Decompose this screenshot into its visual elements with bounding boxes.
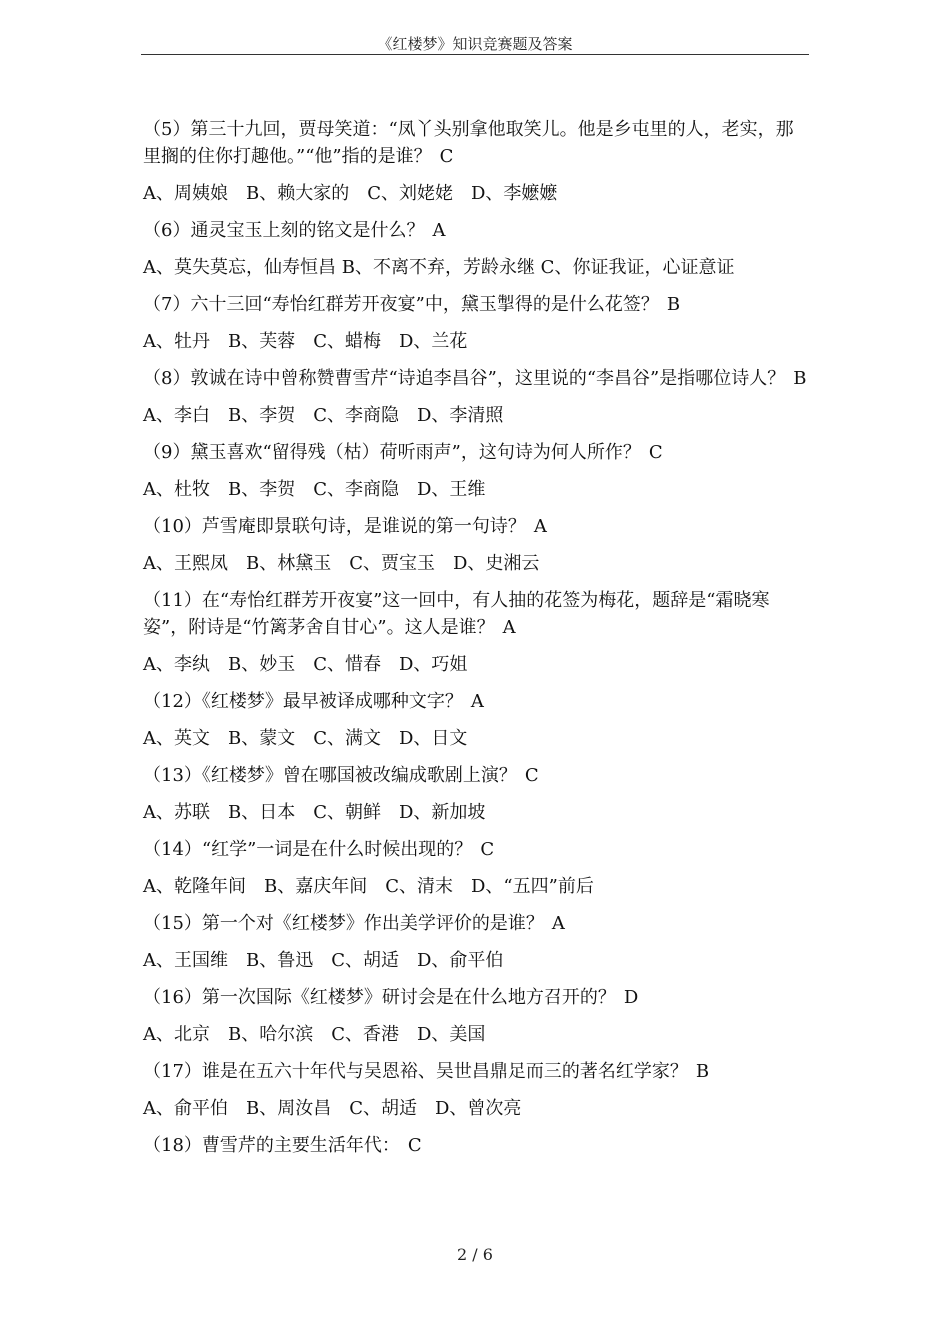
question-item xyxy=(143,116,811,170)
question-item xyxy=(143,365,811,392)
question-item xyxy=(143,439,811,466)
answer-options: A、乾隆年间 B、嘉庆年间 C、清末 D、“五四”前后 xyxy=(143,876,594,897)
question-text: （5）第三十九回，贾母笑道：“凤丫头别拿他取笑儿。他是乡屯里的人，老实，那里搁的住你打趣他。”“他”指的是谁？ xyxy=(143,119,794,167)
answer-key: B xyxy=(793,368,807,389)
question-text: （7）六十三回“寿怡红群芳开夜宴”中，黛玉掣得的是什么花签？ xyxy=(143,294,659,315)
answer-key: C xyxy=(439,146,454,167)
answer-key: A xyxy=(432,220,446,241)
question-item xyxy=(143,217,811,244)
answer-options: A、杜牧 B、李贺 C、李商隐 D、王维 xyxy=(143,479,486,500)
question-item xyxy=(143,513,811,540)
document-body xyxy=(143,116,811,1159)
question-text: （10）芦雪庵即景联句诗，是谁说的第一句诗？ xyxy=(143,516,526,537)
page-number: 2 / 6 xyxy=(457,1245,493,1264)
question-item xyxy=(143,762,811,789)
question-item xyxy=(143,1132,811,1159)
question-text: （9）黛玉喜欢“留得残（枯）荷听雨声”，这句诗为何人所作？ xyxy=(143,442,641,463)
answer-options: A、周姨娘 B、赖大家的 C、刘姥姥 D、李嬷嬷 xyxy=(143,183,558,204)
question-text: （15）第一个对《红楼梦》作出美学评价的是谁？ xyxy=(143,913,544,934)
answer-key: C xyxy=(480,839,495,860)
answer-options: A、苏联 B、日本 C、朝鲜 D、新加坡 xyxy=(143,802,486,823)
answer-options: A、莫失莫忘，仙寿恒昌 B、不离不弃，芳龄永继 C、你证我证，心证意证 xyxy=(143,257,735,278)
header-divider xyxy=(141,54,809,55)
question-text: （18）曹雪芹的主要生活年代： xyxy=(143,1135,400,1156)
answer-options: A、李白 B、李贺 C、李商隐 D、李清照 xyxy=(143,405,504,426)
answer-key: C xyxy=(648,442,663,463)
answer-key: C xyxy=(407,1135,422,1156)
question-text: （14）“红学”一词是在什么时候出现的？ xyxy=(143,839,473,860)
answer-key: A xyxy=(551,913,565,934)
question-item xyxy=(143,984,811,1011)
question-text: （12）《红楼梦》最早被译成哪种文字？ xyxy=(143,691,463,712)
question-item xyxy=(143,910,811,937)
question-item xyxy=(143,688,811,715)
answer-options: A、王熙凤 B、林黛玉 C、贾宝玉 D、史湘云 xyxy=(143,553,540,574)
question-text: （13）《红楼梦》曾在哪国被改编成歌剧上演？ xyxy=(143,765,517,786)
question-item xyxy=(143,291,811,318)
answer-options: A、俞平伯 B、周汝昌 C、胡适 D、曾次亮 xyxy=(143,1098,522,1119)
answer-key: B xyxy=(666,294,681,315)
question-text: （6）通灵宝玉上刻的铭文是什么？ xyxy=(143,220,425,241)
answer-options: A、北京 B、哈尔滨 C、香港 D、美国 xyxy=(143,1024,486,1045)
question-item xyxy=(143,1058,811,1085)
answer-key: D xyxy=(623,987,639,1008)
answer-key: C xyxy=(524,765,539,786)
answer-key: B xyxy=(695,1061,710,1082)
question-text: （17）谁是在五六十年代与吴恩裕、吴世昌鼎足而三的著名红学家？ xyxy=(143,1061,688,1082)
answer-key: A xyxy=(502,617,516,638)
question-item xyxy=(143,587,811,641)
question-text: （16）第一次国际《红楼梦》研讨会是在什么地方召开的？ xyxy=(143,987,616,1008)
question-item xyxy=(143,836,811,863)
answer-options: A、英文 B、蒙文 C、满文 D、日文 xyxy=(143,728,468,749)
answer-options: A、王国维 B、鲁迅 C、胡适 D、俞平伯 xyxy=(143,950,504,971)
question-text: （11）在“寿怡红群芳开夜宴”这一回中，有人抽的花签为梅花，题辞是“霜晓寒姿”，附诗是“竹篱茅舍自甘心”。这人是谁？ xyxy=(143,590,770,638)
answer-options: A、李纨 B、妙玉 C、惜春 D、巧姐 xyxy=(143,654,468,675)
answer-options: A、牡丹 B、芙蓉 C、蜡梅 D、兰花 xyxy=(143,331,468,352)
answer-key: A xyxy=(470,691,484,712)
question-text: （8）敦诚在诗中曾称赞曹雪芹“诗追李昌谷”，这里说的“李昌谷”是指哪位诗人？ xyxy=(143,368,786,389)
page-header-title: 《红楼梦》知识竞赛题及答案 xyxy=(377,35,573,53)
answer-key: A xyxy=(533,516,547,537)
